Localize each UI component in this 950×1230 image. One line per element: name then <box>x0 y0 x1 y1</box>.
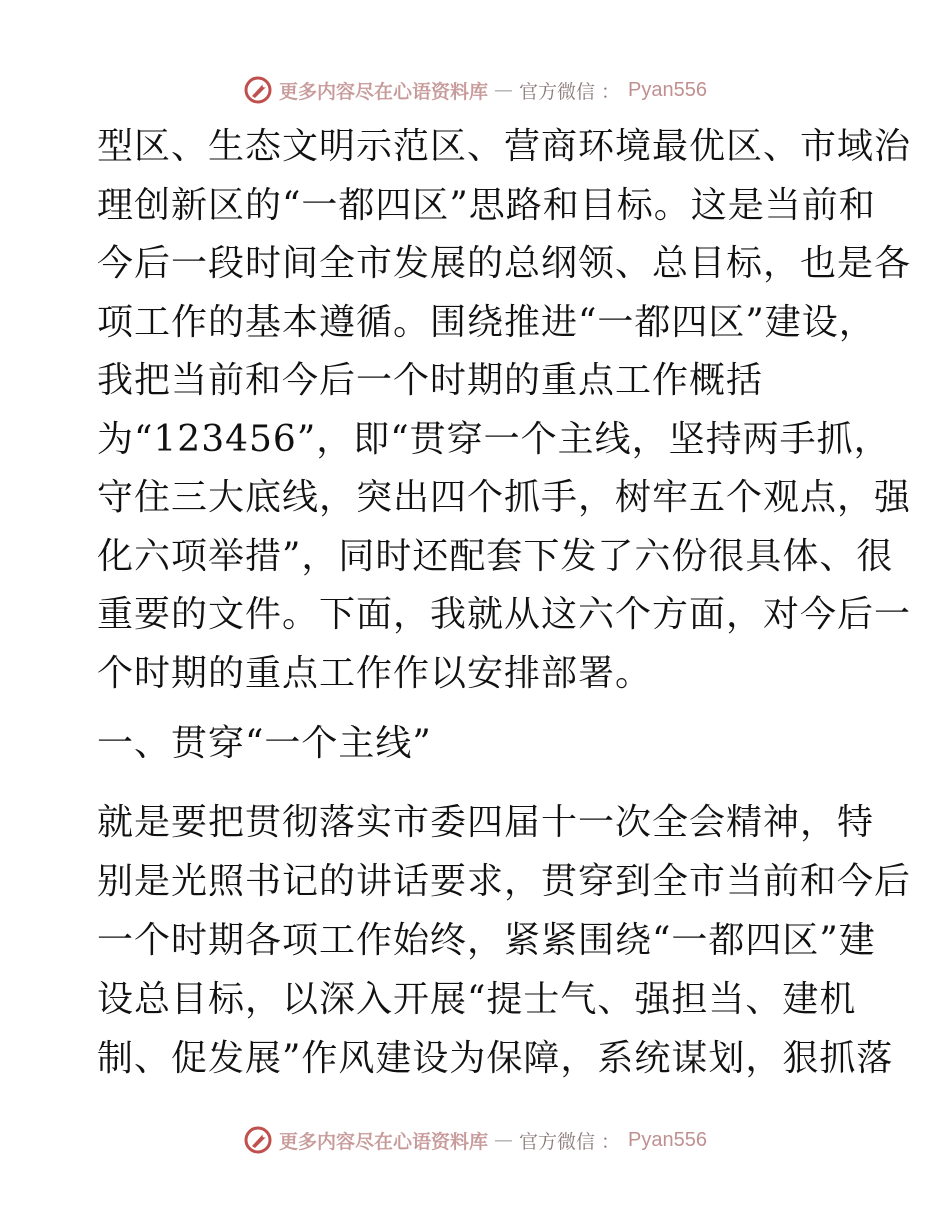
paragraph-2 <box>97 793 912 1088</box>
text-line: 就是要把贯彻落实市委四届十一次全会精神，特 <box>97 802 875 843</box>
text-line: 重要的文件。下面，我就从这六个方面，对今后一 <box>97 594 912 635</box>
banner-main-text: 更多内容尽在心语资料库 <box>278 80 488 103</box>
banner-separator: — <box>494 1129 513 1151</box>
header-banner <box>0 70 950 110</box>
banner-separator: — <box>494 79 513 101</box>
banner-wechat-id: Pyan556 <box>628 78 707 101</box>
banner-colon: ： <box>601 80 621 103</box>
text-line: 别是光照书记的讲话要求，贯穿到全市当前和今后 <box>97 861 912 902</box>
text-line: 今后一段时间全市发展的总纲领、总目标，也是各 <box>97 243 912 284</box>
text-line: 一个时期各项工作始终，紧紧围绕“一都四区”建 <box>97 920 876 961</box>
text-line: 个时期的重点工作作以安排部署。 <box>97 652 653 694</box>
banner-wechat-label: 官方微信 <box>519 1130 596 1153</box>
section-heading: 一、贯穿“一个主线” <box>97 723 432 764</box>
text-line: 设总目标，以深入开展“提士气、强担当、建机 <box>97 979 857 1020</box>
text-line: 型区、生态文明示范区、营商环境最优区、市域治 <box>97 126 912 167</box>
text-line: 为“123456”，即“贯穿一个主线，坚持两手抓， <box>97 418 891 460</box>
logo-icon <box>243 1125 273 1155</box>
text-line: 守住三大底线，突出四个抓手，树牢五个观点，强 <box>97 477 912 518</box>
text-line: 项工作的基本遵循。围绕推进“一都四区”建设， <box>97 301 876 343</box>
banner-main-text: 更多内容尽在心语资料库 <box>278 1130 488 1153</box>
text-line: 化六项举措”，同时还配套下发了六份很具体、很 <box>97 535 894 577</box>
banner-wechat-label: 官方微信 <box>519 80 596 103</box>
text-line: 理创新区的“一都四区”思路和目标。这是当前和 <box>97 184 876 226</box>
banner-wechat-id: Pyan556 <box>628 1128 707 1151</box>
text-line: 制、促发展”作风建设为保障，系统谋划，狠抓落 <box>97 1038 894 1079</box>
banner-colon: ： <box>601 1130 621 1153</box>
paragraph-1 <box>97 118 912 703</box>
text-line: 我把当前和今后一个时期的重点工作概括 <box>97 360 764 401</box>
logo-icon <box>243 75 273 105</box>
footer-banner <box>0 1120 950 1160</box>
